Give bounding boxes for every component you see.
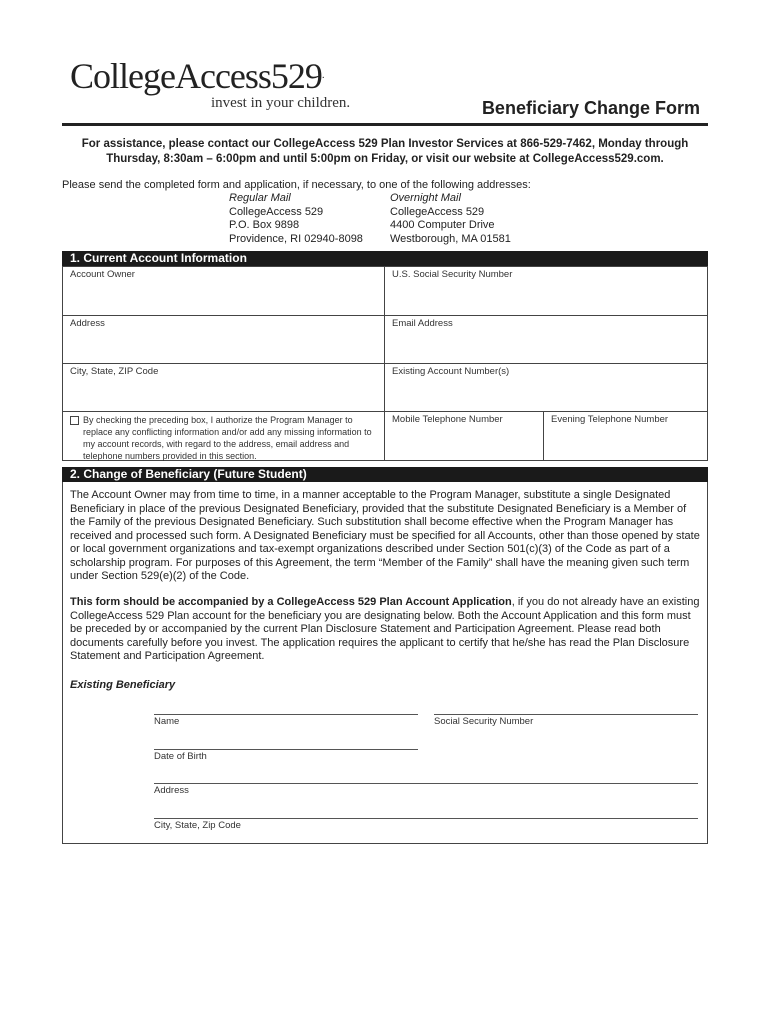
overnight-mail-heading: Overnight Mail (390, 192, 461, 204)
existing-beneficiary-heading: Existing Beneficiary (70, 679, 176, 691)
email-label: Email Address (392, 318, 453, 329)
city-state-zip-field[interactable] (63, 364, 385, 412)
email-field[interactable] (385, 316, 707, 364)
beneficiary-address-label: Address (154, 785, 189, 796)
send-instructions: Please send the completed form and application, if necessary, to one of the following addresses: (62, 179, 531, 191)
application-notice-bold: This form should be accompanied by a CollegeAccess 529 Plan Account Application (70, 596, 512, 608)
ssn-field[interactable] (385, 267, 707, 316)
title-divider (62, 123, 708, 126)
beneficiary-city-label: City, State, Zip Code (154, 820, 241, 831)
city-state-zip-label: City, State, ZIP Code (70, 366, 159, 377)
mobile-phone-field[interactable] (385, 412, 544, 460)
regular-mail-address (229, 192, 363, 246)
address-line: CollegeAccess 529 (390, 205, 485, 218)
existing-account-label: Existing Account Number(s) (392, 366, 510, 377)
ssn-label: U.S. Social Security Number (392, 269, 513, 280)
name-label: Name (154, 716, 180, 727)
logo-wordmark: CollegeAccess529 (70, 56, 322, 96)
assistance-line-2: Thursday, 8:30am – 6:00pm and until 5:00pm on Friday, or visit our website at CollegeAccess529.com. (106, 153, 664, 165)
section-2-header: 2. Change of Beneficiary (Future Student) (62, 467, 708, 482)
section-1-header: 1. Current Account Information (62, 251, 708, 266)
beneficiary-address-line[interactable] (154, 783, 698, 784)
name-line[interactable] (154, 714, 418, 715)
evening-phone-field[interactable] (544, 412, 707, 460)
application-notice (70, 596, 702, 664)
consent-checkbox[interactable] (70, 416, 79, 425)
account-owner-label: Account Owner (70, 269, 135, 280)
address-line: 4400 Computer Drive (390, 219, 495, 231)
regular-mail-heading: Regular Mail (229, 192, 291, 204)
address-field[interactable] (63, 316, 385, 364)
beneficiary-city-line[interactable] (154, 818, 698, 819)
dob-line[interactable] (154, 749, 418, 750)
existing-account-field[interactable] (385, 364, 707, 412)
address-label: Address (70, 318, 105, 329)
overnight-mail-address (390, 192, 511, 246)
address-line: Providence, RI 02940-8098 (229, 232, 363, 245)
form-title: Beneficiary Change Form (481, 98, 700, 118)
account-owner-field[interactable] (63, 267, 385, 316)
substitution-paragraph: The Account Owner may from time to time, in a manner acceptable to the Program Manager, substitute a single Designated Beneficiary in place of the previous Designated Beneficiary, provided that the substitute Designated Beneficiary is a Member of the Family of the previous Designated Beneficiary. Such substitution shall become effective when the Program Manager has received and processed such form. A Designated Beneficiary must be specified for all Accounts, other than those opened by state or local government organizations and tax-exempt organizations described under Section 501(c)(3) of the Code as part of a scholarship program. For purposes of this Agreement, the term “Member of the Family” shall have the meaning given such term under Section 529(e)(2) of the Code. (70, 489, 700, 582)
current-account-grid (62, 266, 708, 461)
address-line: CollegeAccess 529 (229, 205, 324, 218)
assistance-line-1: For assistance, please contact our CollegeAccess 529 Plan Investor Services at 866-529-7462, Monday through (81, 138, 689, 150)
address-line: P.O. Box 9898 (229, 219, 300, 231)
logo-trademark: . (321, 70, 324, 81)
consent-text: By checking the preceding box, I authorize the Program Manager to replace any conflicting information and/or add any missing information to my account records, with regard to the address, email address and telephone numbers provided in this section. (83, 415, 372, 461)
consent-checkbox-cell (63, 412, 385, 460)
address-line: Westborough, MA 01581 (390, 232, 511, 245)
application-notice-text: , if you do not already have an existing CollegeAccess 529 Plan account for the beneficiary you are designating below. Both the Account Application and this form must be preceded by or accompanied by the current Plan Disclosure Statement and Participation Agreement. Please read both documents carefully before you invest. The application requires the applicant to certify that he/she has read the Plan Disclosure Statement and Participation Agreement. (70, 596, 700, 662)
mobile-phone-label: Mobile Telephone Number (392, 414, 503, 425)
evening-phone-label: Evening Telephone Number (551, 414, 669, 425)
beneficiary-ssn-label: Social Security Number (434, 716, 534, 727)
assistance-notice (62, 137, 708, 167)
dob-label: Date of Birth (154, 751, 207, 762)
beneficiary-ssn-line[interactable] (434, 714, 698, 715)
college-access-logo (70, 56, 351, 111)
logo-tagline: invest in your children. (211, 95, 351, 111)
